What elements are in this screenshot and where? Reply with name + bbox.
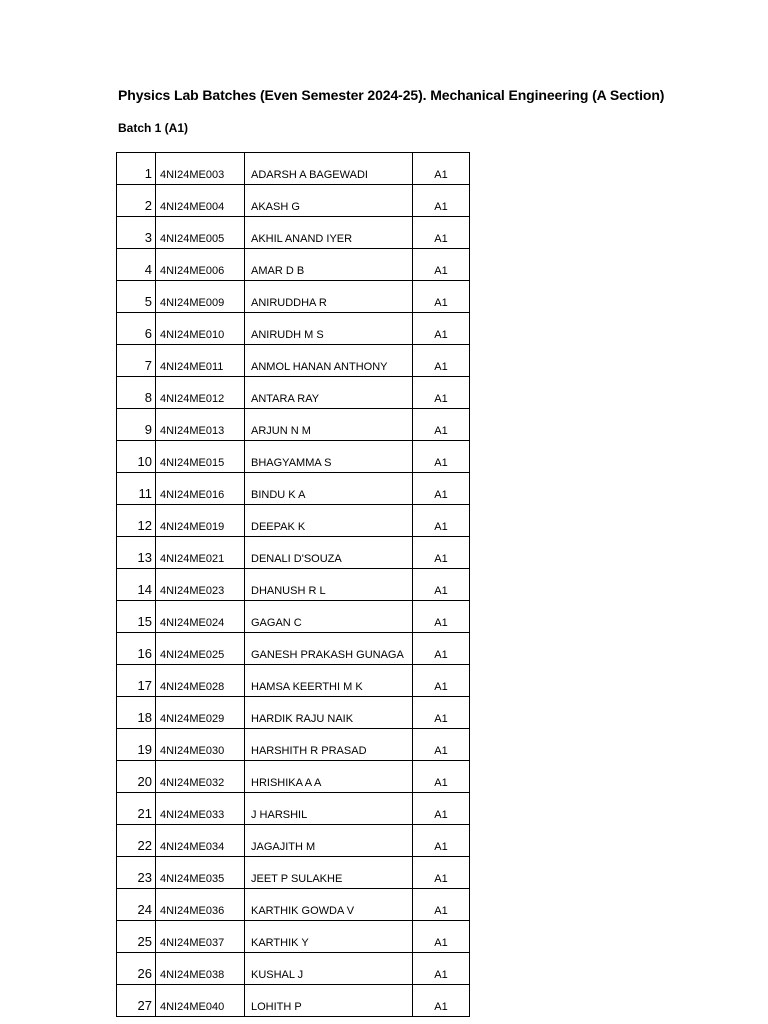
serial-number-cell: 21 <box>117 793 156 825</box>
table-row <box>117 697 470 729</box>
serial-number-cell: 2 <box>117 185 156 217</box>
usn-cell: 4NI24ME003 <box>156 153 245 185</box>
document-title: Physics Lab Batches (Even Semester 2024-25). Mechanical Engineering (A Section) <box>118 87 665 103</box>
student-name-cell: ANTARA RAY <box>245 377 413 409</box>
table-row <box>117 921 470 953</box>
batch-code-cell: A1 <box>413 793 470 825</box>
serial-number-cell: 4 <box>117 249 156 281</box>
student-name-cell: BINDU K A <box>245 473 413 505</box>
student-name-cell: KARTHIK Y <box>245 921 413 953</box>
serial-number-cell: 23 <box>117 857 156 889</box>
table-row <box>117 633 470 665</box>
serial-number-cell: 9 <box>117 409 156 441</box>
table-row <box>117 665 470 697</box>
student-name-cell: HAMSA KEERTHI M K <box>245 665 413 697</box>
table-row <box>117 281 470 313</box>
serial-number-cell: 14 <box>117 569 156 601</box>
batch-code-cell: A1 <box>413 537 470 569</box>
serial-number-cell: 7 <box>117 345 156 377</box>
usn-cell: 4NI24ME025 <box>156 633 245 665</box>
student-name-cell: HARDIK RAJU NAIK <box>245 697 413 729</box>
table-row <box>117 153 470 185</box>
batch-code-cell: A1 <box>413 377 470 409</box>
batch-code-cell: A1 <box>413 441 470 473</box>
batch-code-cell: A1 <box>413 665 470 697</box>
student-table <box>116 152 470 1017</box>
table-row <box>117 601 470 633</box>
table-row <box>117 345 470 377</box>
student-name-cell: JEET P SULAKHE <box>245 857 413 889</box>
batch-code-cell: A1 <box>413 409 470 441</box>
batch-code-cell: A1 <box>413 697 470 729</box>
student-name-cell: HRISHIKA A A <box>245 761 413 793</box>
table-row <box>117 441 470 473</box>
usn-cell: 4NI24ME013 <box>156 409 245 441</box>
table-row <box>117 569 470 601</box>
student-name-cell: DEEPAK K <box>245 505 413 537</box>
batch-code-cell: A1 <box>413 153 470 185</box>
table-row <box>117 825 470 857</box>
batch-code-cell: A1 <box>413 473 470 505</box>
batch-code-cell: A1 <box>413 953 470 985</box>
usn-cell: 4NI24ME038 <box>156 953 245 985</box>
table-row <box>117 889 470 921</box>
batch-code-cell: A1 <box>413 889 470 921</box>
batch-code-cell: A1 <box>413 281 470 313</box>
table-row <box>117 857 470 889</box>
usn-cell: 4NI24ME016 <box>156 473 245 505</box>
table-row <box>117 185 470 217</box>
serial-number-cell: 24 <box>117 889 156 921</box>
usn-cell: 4NI24ME021 <box>156 537 245 569</box>
batch-code-cell: A1 <box>413 601 470 633</box>
student-name-cell: HARSHITH R PRASAD <box>245 729 413 761</box>
student-name-cell: GAGAN C <box>245 601 413 633</box>
serial-number-cell: 5 <box>117 281 156 313</box>
table-row <box>117 249 470 281</box>
serial-number-cell: 27 <box>117 985 156 1017</box>
usn-cell: 4NI24ME040 <box>156 985 245 1017</box>
table-row <box>117 505 470 537</box>
table-row <box>117 793 470 825</box>
usn-cell: 4NI24ME004 <box>156 185 245 217</box>
batch-code-cell: A1 <box>413 345 470 377</box>
student-name-cell: ANMOL HANAN ANTHONY <box>245 345 413 377</box>
usn-cell: 4NI24ME011 <box>156 345 245 377</box>
usn-cell: 4NI24ME009 <box>156 281 245 313</box>
table-row <box>117 377 470 409</box>
batch-code-cell: A1 <box>413 825 470 857</box>
student-name-cell: GANESH PRAKASH GUNAGA <box>245 633 413 665</box>
serial-number-cell: 6 <box>117 313 156 345</box>
usn-cell: 4NI24ME030 <box>156 729 245 761</box>
serial-number-cell: 8 <box>117 377 156 409</box>
usn-cell: 4NI24ME006 <box>156 249 245 281</box>
usn-cell: 4NI24ME035 <box>156 857 245 889</box>
batch-code-cell: A1 <box>413 249 470 281</box>
student-name-cell: ANIRUDH M S <box>245 313 413 345</box>
batch-code-cell: A1 <box>413 761 470 793</box>
student-table-body <box>117 153 470 1017</box>
student-name-cell: KARTHIK GOWDA V <box>245 889 413 921</box>
batch-code-cell: A1 <box>413 185 470 217</box>
serial-number-cell: 16 <box>117 633 156 665</box>
usn-cell: 4NI24ME037 <box>156 921 245 953</box>
serial-number-cell: 26 <box>117 953 156 985</box>
student-name-cell: ADARSH A BAGEWADI <box>245 153 413 185</box>
usn-cell: 4NI24ME005 <box>156 217 245 249</box>
serial-number-cell: 10 <box>117 441 156 473</box>
table-row <box>117 729 470 761</box>
student-name-cell: ARJUN N M <box>245 409 413 441</box>
usn-cell: 4NI24ME028 <box>156 665 245 697</box>
table-row <box>117 953 470 985</box>
serial-number-cell: 20 <box>117 761 156 793</box>
batch-code-cell: A1 <box>413 505 470 537</box>
batch-code-cell: A1 <box>413 985 470 1017</box>
serial-number-cell: 22 <box>117 825 156 857</box>
serial-number-cell: 3 <box>117 217 156 249</box>
serial-number-cell: 12 <box>117 505 156 537</box>
student-name-cell: DHANUSH R L <box>245 569 413 601</box>
usn-cell: 4NI24ME034 <box>156 825 245 857</box>
usn-cell: 4NI24ME029 <box>156 697 245 729</box>
student-name-cell: AMAR D B <box>245 249 413 281</box>
table-row <box>117 313 470 345</box>
table-row <box>117 537 470 569</box>
usn-cell: 4NI24ME023 <box>156 569 245 601</box>
batch-code-cell: A1 <box>413 921 470 953</box>
batch-code-cell: A1 <box>413 857 470 889</box>
usn-cell: 4NI24ME024 <box>156 601 245 633</box>
student-name-cell: JAGAJITH M <box>245 825 413 857</box>
serial-number-cell: 18 <box>117 697 156 729</box>
usn-cell: 4NI24ME019 <box>156 505 245 537</box>
usn-cell: 4NI24ME010 <box>156 313 245 345</box>
table-row <box>117 473 470 505</box>
student-name-cell: LOHITH P <box>245 985 413 1017</box>
table-row <box>117 761 470 793</box>
batch-code-cell: A1 <box>413 313 470 345</box>
serial-number-cell: 1 <box>117 153 156 185</box>
usn-cell: 4NI24ME012 <box>156 377 245 409</box>
student-name-cell: AKASH G <box>245 185 413 217</box>
student-name-cell: BHAGYAMMA S <box>245 441 413 473</box>
serial-number-cell: 13 <box>117 537 156 569</box>
table-row <box>117 985 470 1017</box>
batch-code-cell: A1 <box>413 729 470 761</box>
serial-number-cell: 19 <box>117 729 156 761</box>
usn-cell: 4NI24ME033 <box>156 793 245 825</box>
batch-code-cell: A1 <box>413 569 470 601</box>
serial-number-cell: 17 <box>117 665 156 697</box>
batch-code-cell: A1 <box>413 633 470 665</box>
student-name-cell: ANIRUDDHA R <box>245 281 413 313</box>
student-name-cell: KUSHAL J <box>245 953 413 985</box>
usn-cell: 4NI24ME036 <box>156 889 245 921</box>
usn-cell: 4NI24ME015 <box>156 441 245 473</box>
student-name-cell: J HARSHIL <box>245 793 413 825</box>
table-row <box>117 409 470 441</box>
batch-heading: Batch 1 (A1) <box>118 121 189 135</box>
usn-cell: 4NI24ME032 <box>156 761 245 793</box>
serial-number-cell: 25 <box>117 921 156 953</box>
serial-number-cell: 15 <box>117 601 156 633</box>
student-name-cell: DENALI D'SOUZA <box>245 537 413 569</box>
table-row <box>117 217 470 249</box>
student-name-cell: AKHIL ANAND IYER <box>245 217 413 249</box>
serial-number-cell: 11 <box>117 473 156 505</box>
batch-code-cell: A1 <box>413 217 470 249</box>
